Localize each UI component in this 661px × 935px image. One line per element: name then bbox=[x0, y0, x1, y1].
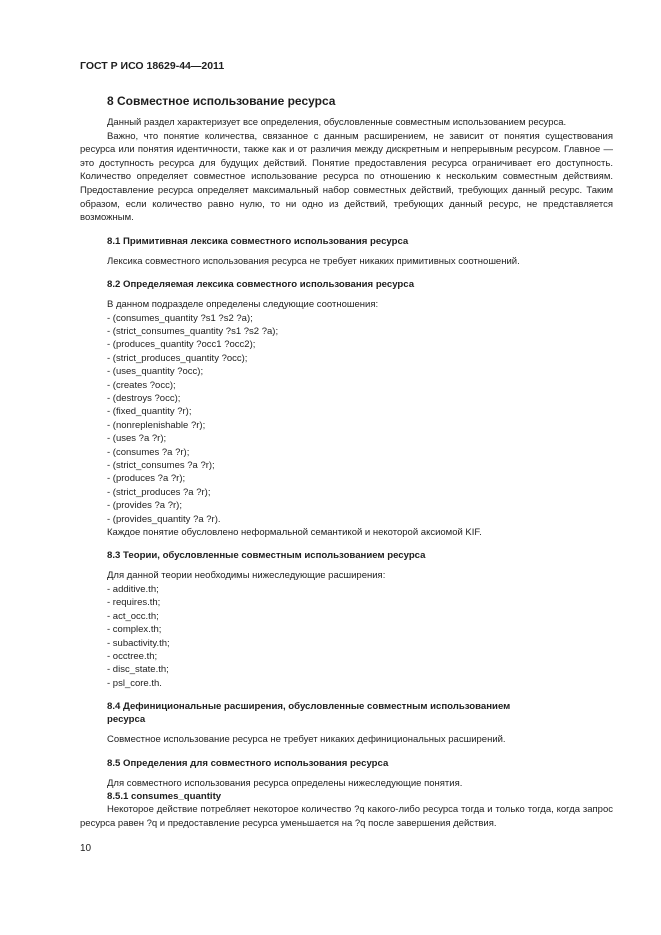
list-item: - (strict_produces_quantity ?occ); bbox=[107, 352, 248, 364]
section-8-1-title: 8.1 Примитивная лексика совместного использования ресурса bbox=[107, 235, 409, 247]
chapter-title: 8 Совместное использование ресурса bbox=[107, 94, 336, 108]
list-item: - psl_core.th. bbox=[107, 677, 162, 689]
section-8-2-outro: Каждое понятие обусловлено неформальной семантикой и некоторой аксиомой KIF. bbox=[107, 527, 482, 539]
list-item: - requires.th; bbox=[107, 597, 161, 609]
list-item: - (uses ?a ?r); bbox=[107, 433, 167, 445]
section-8-3-intro: Для данной теории необходимы нижеследующие расширения: bbox=[107, 570, 386, 582]
section-8-2-title: 8.2 Определяемая лексика совместного использования ресурса bbox=[107, 279, 415, 291]
list-item: - (strict_consumes_quantity ?s1 ?s2 ?a); bbox=[107, 325, 279, 337]
list-item: - occtree.th; bbox=[107, 650, 158, 662]
section-8-2-intro: В данном подразделе определены следующие соотношения: bbox=[107, 299, 379, 311]
section-8-4-title bbox=[107, 700, 613, 726]
section-8-1-text: Лексика совместного использования ресурса не требует никаких примитивных соотношений. bbox=[107, 255, 520, 267]
section-8-3-title: 8.3 Теории, обусловленные совместным использованием ресурса bbox=[107, 550, 426, 562]
list-item: - (strict_produces ?a ?r); bbox=[107, 486, 211, 498]
list-item: - (nonreplenishable ?r); bbox=[107, 419, 206, 431]
extensions-list bbox=[107, 583, 613, 690]
list-item: - (provides ?a ?r); bbox=[107, 500, 182, 512]
running-header: ГОСТ Р ИСО 18629-44—2011 bbox=[80, 60, 225, 72]
chapter-paragraph: Важно, что понятие количества, связанное с данным расширением, не зависит от понятия существования ресурса или понятия идентичности, также как и от различия между дискретным и непрерывным ресурсом. Главное — это доступность ресурса для будущих действий. Понятие предоставления ресурса ограничивает его доступность. Количество определяет совместное использование ресурса по отношению к нескольким совместным действиям. Предоставление ресурса определяет максимальный набор совместных действий, требующих данный ресурс. Таким образом, если количество равно нулю, то ни одно из действий, требующих данный ресурс, не представляется возможным. bbox=[80, 130, 613, 224]
list-item: - (creates ?occ); bbox=[107, 379, 176, 391]
page-number: 10 bbox=[80, 843, 92, 854]
list-item: - (produces_quantity ?occ1 ?occ2); bbox=[107, 339, 256, 351]
section-8-4-text: Совместное использование ресурса не требует никаких дефинициональных расширений. bbox=[107, 734, 506, 746]
list-item: - complex.th; bbox=[107, 624, 162, 636]
chapter-intro: Данный раздел характеризует все определения, обусловленные совместным использованием ресурса. bbox=[107, 117, 567, 128]
list-item: - (consumes ?a ?r); bbox=[107, 446, 190, 458]
section-8-5-intro: Для совместного использования ресурса определены нижеследующие понятия. bbox=[107, 777, 463, 789]
list-item: - (consumes_quantity ?s1 ?s2 ?a); bbox=[107, 312, 253, 324]
list-item: - (destroys ?occ); bbox=[107, 393, 181, 404]
section-8-4-title-line2: ресурса bbox=[107, 714, 146, 726]
list-item: - additive.th; bbox=[107, 583, 159, 595]
subsection-8-5-1-title: 8.5.1 consumes_quantity bbox=[107, 790, 222, 802]
subsection-8-5-1-text: Некоторое действие потребляет некоторое количество ?q какого-либо ресурса тогда и только тогда, когда запрос ресурса равен ?q и предоставление ресурса уменьшается на ?q после завершения действия. bbox=[80, 803, 613, 829]
list-item: - act_occ.th; bbox=[107, 610, 159, 622]
section-8-5-title: 8.5 Определения для совместного использования ресурса bbox=[107, 757, 389, 769]
list-item: - (produces ?a ?r); bbox=[107, 473, 186, 485]
list-item: - (uses_quantity ?occ); bbox=[107, 366, 204, 378]
section-8-4-title-line1: 8.4 Дефинициональные расширения, обусловленные совместным использованием bbox=[107, 701, 511, 713]
list-item: - (fixed_quantity ?r); bbox=[107, 406, 192, 418]
list-item: - (provides_quantity ?a ?r). bbox=[107, 513, 221, 525]
list-item: - (strict_consumes ?a ?r); bbox=[107, 460, 215, 472]
list-item: - disc_state.th; bbox=[107, 664, 169, 676]
relations-list bbox=[107, 312, 613, 527]
list-item: - subactivity.th; bbox=[107, 637, 170, 649]
